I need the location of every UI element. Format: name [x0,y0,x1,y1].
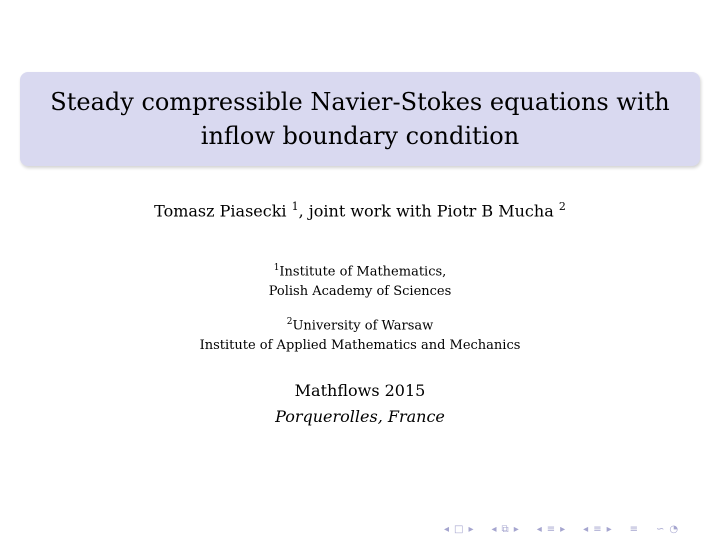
event-block [0,378,720,430]
author-mark-1: 1 [291,200,299,213]
joint-work-text: , joint work with Piotr B Mucha [298,201,554,221]
affiliation-1 [0,258,720,302]
event-name: Mathflows 2015 [294,381,426,400]
frame-icon[interactable]: □ [454,523,464,535]
event-place: Porquerolles, France [275,407,445,426]
beamer-navigation [444,522,683,536]
author-name: Tomasz Piasecki [154,201,287,221]
subsection-icon[interactable]: ⧉ [501,523,509,535]
affiliation-mark-2: 2 [286,317,293,327]
section-icon[interactable]: ≡ [546,523,556,535]
affiliation-2-line-1: University of Warsaw [292,318,434,334]
affiliation-1-line-1: Institute of Mathematics, [279,264,447,280]
zoom-icon[interactable]: ◔ [669,523,679,535]
title-line-2: inflow boundary condition [200,122,520,150]
subsubsection-next-icon[interactable]: ▸ [606,523,612,535]
section-prev-icon[interactable]: ◂ [536,523,542,535]
author-mark-2: 2 [558,200,566,213]
affiliation-2 [0,312,720,356]
search-icon[interactable]: ∽ [656,523,665,535]
subsubsection-icon[interactable]: ≡ [593,523,602,535]
document-icon[interactable]: ≡ [629,523,639,535]
title-line-1: Steady compressible Navier-Stokes equations with [50,88,670,116]
subsection-next-icon[interactable]: ▸ [513,523,519,535]
section-next-icon[interactable]: ▸ [560,523,566,535]
subsubsection-prev-icon[interactable]: ◂ [583,523,589,535]
affiliation-1-line-2: Polish Academy of Sciences [268,284,452,300]
affiliation-mark-1: 1 [273,263,280,273]
authors-line [0,200,720,220]
frame-next-icon[interactable]: ▸ [468,523,474,535]
subsection-prev-icon[interactable]: ◂ [491,523,497,535]
affiliation-2-line-2: Institute of Applied Mathematics and Mechanics [199,338,521,354]
frame-prev-icon[interactable]: ◂ [444,523,450,535]
title-block [20,72,700,166]
